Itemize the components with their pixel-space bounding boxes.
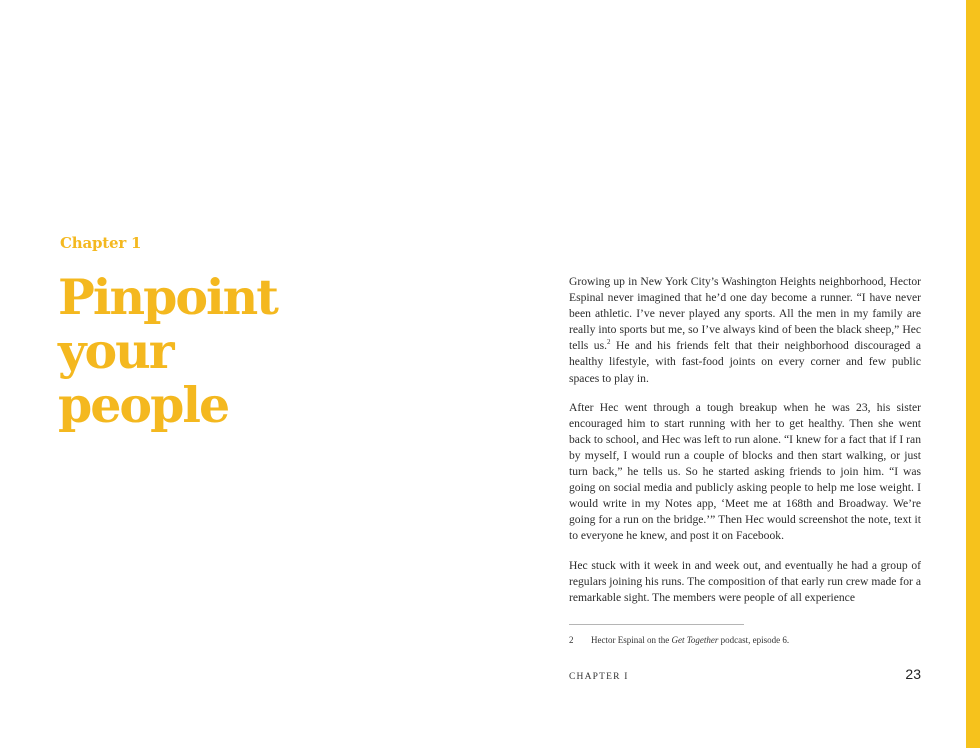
paragraph-text: He and his friends felt that their neighborhood discouraged a healthy lifestyle, with fast-food joints on every corner and few public spaces to play in.: [569, 339, 921, 385]
body-paragraph: After Hec went through a tough breakup when he was 23, his sister encouraged him to start running with her to get healthy. Then she went back to school, and Hec was left to run alone. “I knew for a fact that if I ran by myself, I would run a couple of blocks and then start walking, or just turn back,” he tells us. So he started asking friends to join him. “I was going on social media and publicly asking people to help me lose weight. I would write in my Notes app, ‘Meet me at 168th and Broadway. We’re going for a run on the bridge.’” Then Hec would screenshot the note, text it to everyone he knew, and post it on Facebook.: [569, 400, 921, 543]
chapter-title: [58, 270, 277, 432]
footnote-reference: 2: [607, 338, 611, 347]
chapter-label: Chapter 1: [60, 234, 142, 252]
body-paragraph: [569, 274, 921, 387]
footnote-divider: [569, 624, 744, 625]
chapter-title-line: your: [58, 322, 173, 380]
right-page: [490, 0, 966, 748]
footnote: [569, 635, 921, 645]
paragraph-text: Growing up in New York City’s Washington Heights neighborhood, Hector Espinal never imagined that he’d one day become a runner. “I have never been athletic. I’ve never played any sports. All the men in my family are really into sports but me, so I’ve always kind of been the black sheep,” Hec tells us.: [569, 275, 921, 353]
running-head: CHAPTER I: [569, 672, 629, 682]
chapter-title-line: people: [58, 376, 229, 434]
chapter-title-line: Pinpoint: [58, 268, 277, 326]
footnote-text: podcast, episode 6.: [718, 635, 790, 645]
footnote-italic-title: Get Together: [671, 635, 719, 645]
body-text: [569, 274, 921, 619]
page-number: 23: [905, 666, 921, 682]
body-paragraph: Hec stuck with it week in and week out, and eventually he had a group of regulars joining his runs. The composition of that early run crew made for a remarkable sight. The members were people of all experience: [569, 558, 921, 604]
footnote-text: Hector Espinal on the: [591, 635, 672, 645]
footnote-number: 2: [569, 635, 574, 645]
page-edge-color-bar: [966, 0, 980, 748]
